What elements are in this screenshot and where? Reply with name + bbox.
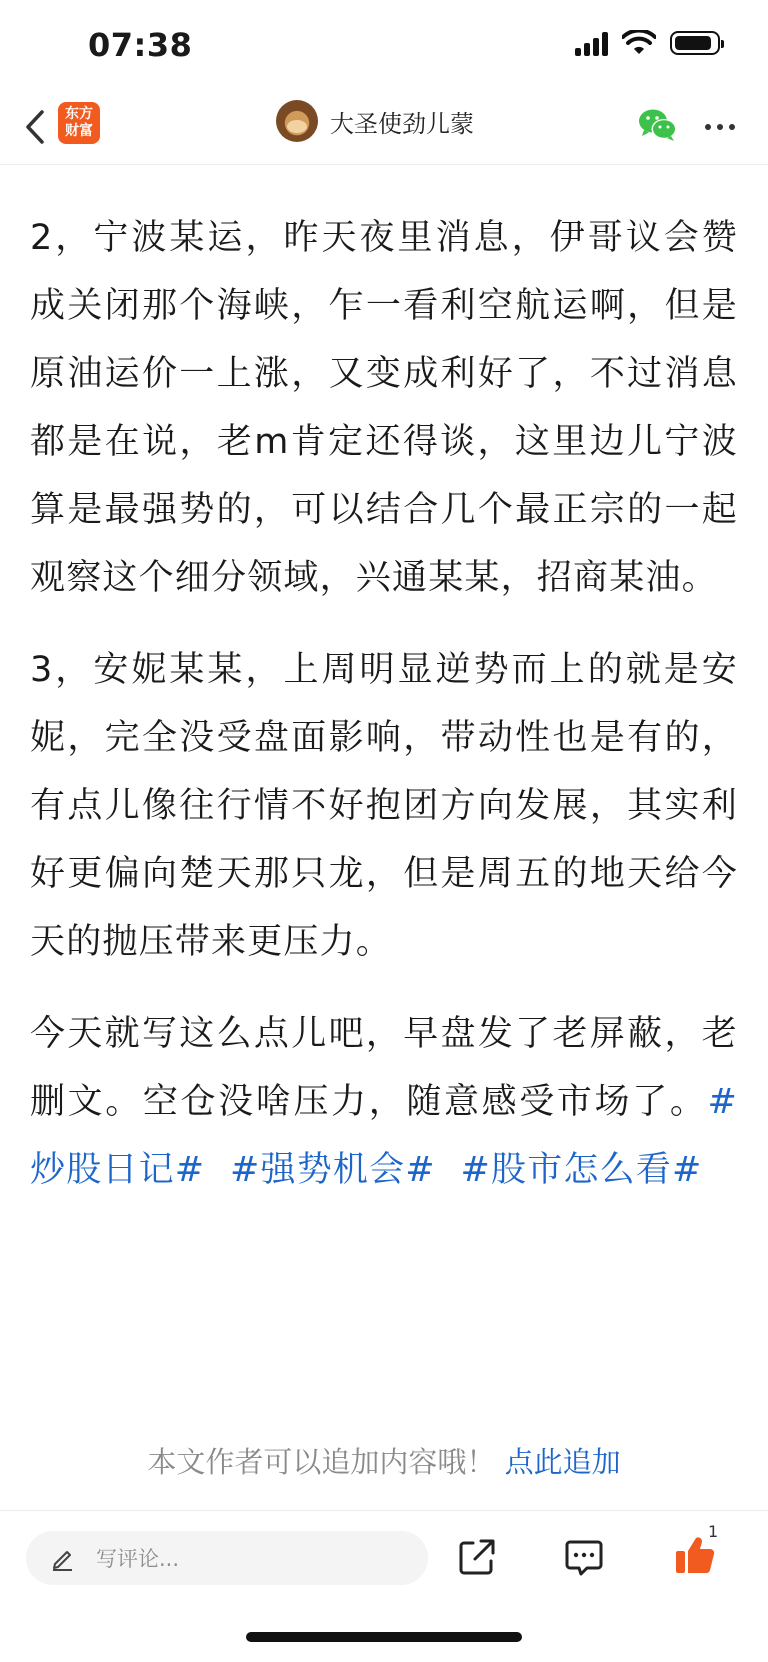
home-indicator	[246, 1632, 522, 1642]
comment-placeholder: 写评论...	[96, 1547, 180, 1571]
author-info[interactable]	[276, 100, 474, 142]
status-icons	[575, 30, 720, 56]
battery-icon	[670, 31, 720, 55]
pen-icon	[50, 1545, 76, 1571]
back-chevron-icon[interactable]	[22, 108, 52, 146]
paragraph-4-text: 今天就写这么点儿吧，早盘发了老屏蔽，老删文。空仓没啥压力，随意感受市场了。	[30, 1014, 738, 1122]
append-link[interactable]: 点此追加	[504, 1445, 621, 1479]
status-bar	[0, 0, 768, 90]
paragraph-3: 3，安妮某某，上周明显逆势而上的就是安妮，完全没受盘面影响，带动性也是有的，有点儿像往行情不好抱团方向发展，其实利好更偏向楚天那只龙，但是周五的地天给今天的抛压带来更压力。	[30, 650, 738, 962]
topic-tag-qiangshi-jihui[interactable]: #强势机会#	[229, 1150, 436, 1190]
article-body	[30, 204, 738, 1228]
comment-input[interactable]	[26, 1531, 428, 1585]
more-options-icon[interactable]	[702, 112, 738, 142]
like-count: 1	[708, 1522, 719, 1541]
topic-tag-gushi-zenmekan[interactable]: #股市怎么看#	[460, 1150, 703, 1190]
comment-icon[interactable]	[564, 1537, 604, 1577]
bottom-toolbar	[0, 1510, 768, 1601]
paragraph-4	[30, 1000, 738, 1204]
share-icon[interactable]	[457, 1537, 497, 1577]
logo-line2: 财富	[65, 123, 93, 139]
wechat-share-icon[interactable]	[638, 107, 678, 143]
append-content-hint	[0, 1440, 768, 1481]
cellular-signal-icon	[575, 30, 608, 56]
paragraph-2: 2，宁波某运，昨天夜里消息，伊哥议会赞成关闭那个海峡，乍一看利空航运啊，但是原油运价一上涨，又变成利好了，不过消息都是在说，老m肯定还得谈，这里边儿宁波算是最强势的，可以结合几个最正宗的一起观察这个细分领域，兴通某某，招商某油。	[30, 218, 738, 598]
append-hint-text: 本文作者可以追加内容哦！	[147, 1445, 496, 1479]
topic-tag-chaogu-riji[interactable]: #炒股日记#	[30, 1082, 738, 1190]
nav-bar	[0, 90, 768, 165]
author-avatar[interactable]	[276, 100, 318, 142]
wifi-icon	[622, 30, 656, 56]
author-name[interactable]: 大圣使劲儿蒙	[330, 109, 474, 138]
status-time: 07:38	[88, 26, 193, 64]
eastmoney-logo[interactable]	[58, 102, 100, 144]
logo-line1: 东方	[65, 106, 93, 122]
